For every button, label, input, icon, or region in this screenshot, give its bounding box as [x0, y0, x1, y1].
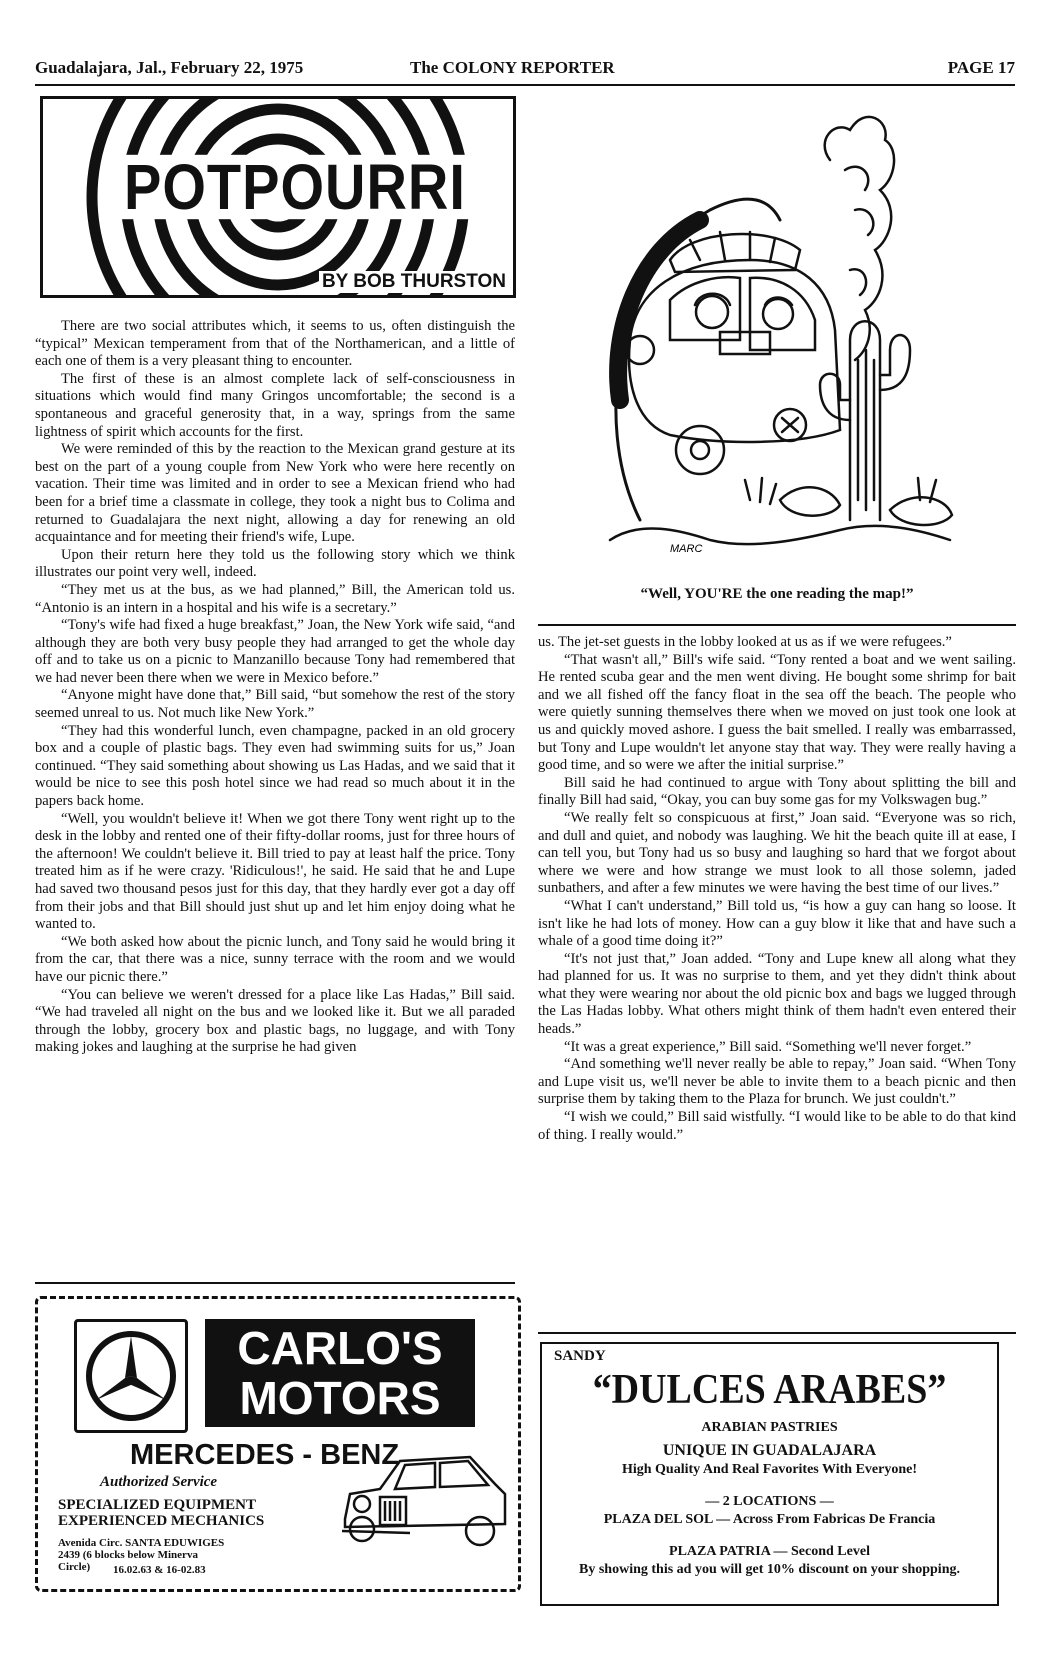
paragraph: “Tony's wife had fixed a huge breakfast,” Joan, the New York wife said, “and although they are both very busy people they had arranged to get the whole day off and to take us on a picnic to Manzanillo because Tony had remembered that we had never been there when we were in Mexico before.”: [35, 617, 515, 686]
ad-quality: High Quality And Real Favorites With Everyone!: [621, 1462, 918, 1477]
paragraph: There are two social attributes which, it seems to us, often distinguish the “typical” Mexican temperament from that of the Northamerican, and a little of each one of them is a very pleasant thing to encounter.: [35, 318, 515, 370]
paragraph: us. The jet-set guests in the lobby looked at us as if we were refugees.”: [538, 634, 952, 650]
dateline: Guadalajara, Jal., February 22, 1975: [35, 58, 304, 77]
dulces-arabes-ad: [540, 1342, 999, 1606]
page-number: PAGE 17: [947, 58, 1015, 77]
car-illustration: [340, 1449, 510, 1559]
ad-label: SANDY: [554, 1348, 606, 1364]
paragraph: “What I can't understand,” Bill told us, “is how a guy can hang so loose. It isn't like he had lots of money. How can a guy blow it like that and have such a whale of a good time doing it?”: [538, 897, 1016, 950]
paragraph: “We really felt so conspicuous at first,” Joan said. “Everyone was so rich, and dull and quiet, and nobody was laughing. We hit the beach quite ill at ease, I can tell you, but Tony had us so busy and laughing so hard that we forgot about where we were and how strange we must look to all those solemn, jaded sunbathers, and after a few minutes we were having the best time of our lives.”: [538, 809, 1016, 897]
divider: [538, 1332, 1016, 1334]
cartoon-drawing: [600, 100, 960, 568]
authorized-service: Authorized Service: [100, 1474, 218, 1490]
paragraph: “It's not just that,” Joan added. “Tony and Lupe knew all along what they had planned for us. It was no surprise to them, and yet they didn't think about what they were wearing nor about the old picnic box and bags we lugged through the Las Hadas lobby. What others might think of them hadn't even entered their heads.”: [538, 950, 1016, 1038]
byline: BY BOB THURSTON: [319, 271, 509, 293]
ad-tagline: UNIQUE IN GUADALAJARA: [662, 1442, 877, 1459]
paragraph: “They had this wonderful lunch, even champagne, packed in an old grocery box and a couple of plastic bags. They even had swimming suits for us,” Joan continued. “They said something about showing us Las Hadas, and we said that it would be nice to see this posh hotel since we had read so much about it in the papers back home.: [35, 722, 515, 810]
cartoon-illustration: [600, 100, 960, 568]
ad-locations-heading: — 2 LOCATIONS —: [705, 1494, 834, 1509]
cartoonist-signature: MARC: [670, 543, 703, 555]
paragraph: Upon their return here they told us the following story which we think illustrates our point very well, indeed.: [35, 546, 515, 581]
column-title: POTPOURRI: [118, 155, 472, 219]
carlos-motors-ad: [35, 1296, 521, 1592]
newspaper-name: The COLONY REPORTER: [410, 58, 615, 77]
phone-numbers: 16.02.63 & 16-02.83: [113, 1564, 206, 1576]
paragraph: We were reminded of this by the reaction to the Mexican grand gesture at its best on the part of a young couple from New York who were here recently on vacation. Their time was limited and in order to see a Mexican friend who had been for a brief time a classmate in college, they took a night bus to Colima and returned to Guadalajara the next night, allowing a day for renewing an old acquaintance and for meeting their friend's wife, Lupe.: [35, 441, 515, 546]
paragraph: “It was a great experience,” Bill said. “Something we'll never forget.”: [564, 1038, 972, 1055]
paragraph: “Well, you wouldn't believe it! When we got there Tony went right up to the desk in the lobby and rented one of their fifty-dollar rooms, just for three hours of the afternoon! We couldn't believe it. Bill tried to pay at least half the price. Tony treated him as if he were crazy. 'Ridiculous!', he said. He said that he and Lupe had saved two thousand pesos just for this day, that they hardly ever got a day off from their jobs and that Bill should just shut up and let him enjoy doing what he wanted to.: [35, 810, 515, 933]
carlos-motors-name: CARLO'S MOTORS: [205, 1319, 475, 1427]
brand-name: MERCEDES - BENZ: [130, 1439, 400, 1471]
cartoon-caption: “Well, YOU'RE the one reading the map!”: [640, 586, 914, 602]
column-masthead: [40, 96, 516, 298]
paragraph: “You can believe we weren't dressed for a place like Las Hadas,” Bill said. “We had traveled all night on the bus and we looked like it. But we all paraded through the lobby, grocery box and plastic bags, no luggage, and with Tony making jokes and laughing at the surprise he had given: [35, 986, 515, 1056]
paragraph: “And something we'll never really be able to repay,” Joan said. “When Tony and Lupe visit us, we'll never be able to invite them to a beach picnic and then surprise them by taking them to the Plaza for brunch. We just couldn't.”: [538, 1056, 1016, 1108]
article-left-column: [35, 318, 515, 1057]
address: Avenida Circ. SANTA EDUWIGES 2439 (6 blocks below Minerva Circle): [58, 1537, 225, 1573]
paragraph: “Anyone might have done that,” Bill said, “but somehow the rest of the story seemed unreal to us. Not much like New York.”: [35, 687, 515, 722]
paragraph: “That wasn't all,” Bill's wife said. “Tony rented a boat and we went sailing. He rented scuba gear and the men went diving. He bought some shrimp for bait and we all fished off the fancy float in the sea off the beach. The people who were quietly sunning themselves there when we moved on just took one look at us and quickly moved ashore. I guess the bait smelled. I really was embarrassed, but Tony and Lupe wouldn't let anyone stay that way. They were really having a good time, and so were we after the initial surprise.”: [538, 651, 1016, 774]
paragraph: “We both asked how about the picnic lunch, and Tony said he would bring it from the car, that there was a nice, sunny terrace with the room and we would have our picnic there.”: [35, 933, 515, 985]
ad-location-1: PLAZA DEL SOL — Across From Fabricas De Francia: [603, 1512, 936, 1527]
paragraph: “They met us at the bus, as we had planned,” Bill, the American told us. “Antonio is an intern in a hospital and his wife is a secretary.”: [35, 581, 515, 616]
paragraph: “I wish we could,” Bill said wistfully. “I would like to be able to do that kind of thing. I really would.”: [538, 1109, 1016, 1143]
ad-subtitle: ARABIAN PASTRIES: [701, 1420, 838, 1435]
paragraph: Bill said he had continued to argue with Tony about splitting the bill and finally Bill had said, “Okay, you can buy some gas for my Volkswagen bug.”: [538, 774, 1016, 809]
ad-discount: By showing this ad you will get 10% discount on your shopping.: [579, 1562, 960, 1577]
page-header: [35, 58, 1015, 86]
mercedes-star-icon: [77, 1322, 185, 1430]
divider: [538, 624, 1016, 626]
divider: [35, 1282, 515, 1284]
mercedes-star-logo: [74, 1319, 188, 1433]
ad-location-2: PLAZA PATRIA — Second Level: [669, 1544, 870, 1559]
ad-title: “DULCES ARABES”: [592, 1366, 947, 1414]
paragraph: The first of these is an almost complete lack of self-consciousness in situations which would find many Gringos uncomfortable; the second is a spontaneous and graceful generosity that, in a way, springs from the same lightness of spirit which accounts for the first.: [35, 370, 515, 440]
services-list: SPECIALIZED EQUIPMENT EXPERIENCED MECHANICS: [58, 1497, 265, 1529]
article-right-column: [538, 634, 1016, 1144]
